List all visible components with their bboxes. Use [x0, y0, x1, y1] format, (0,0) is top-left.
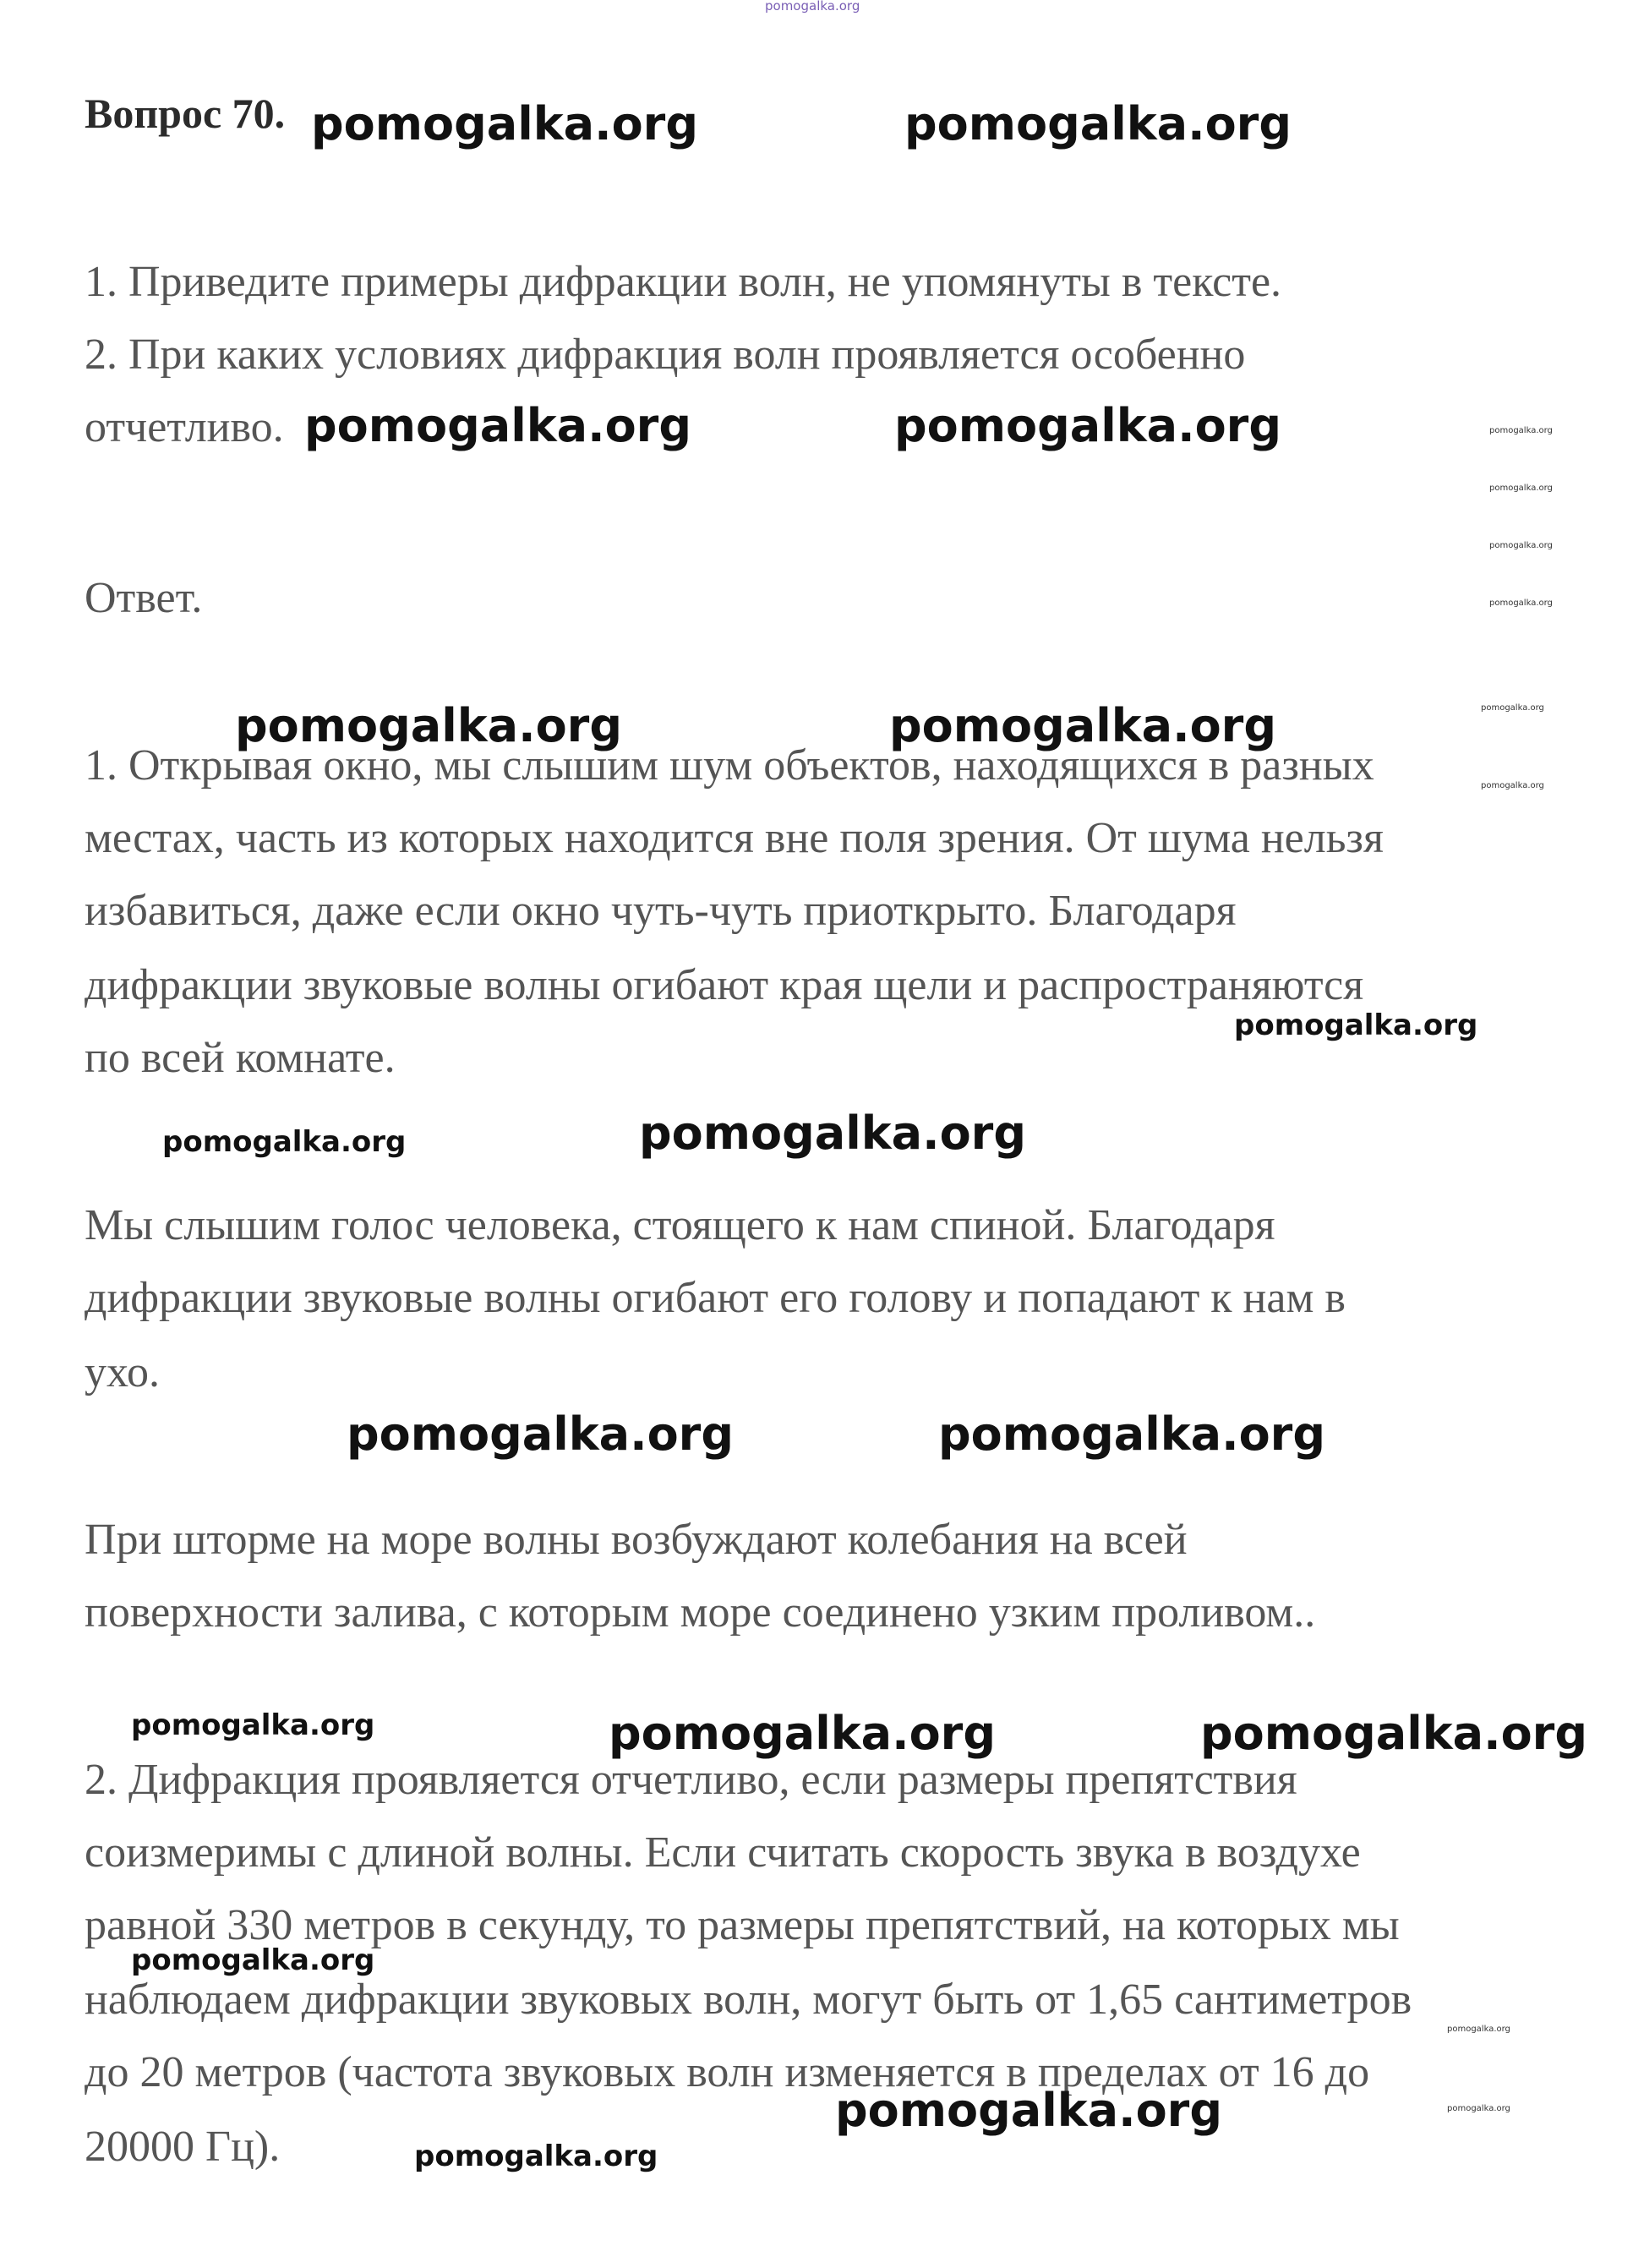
watermark: pomogalka.org: [1489, 598, 1553, 608]
page-title: Вопрос 70.: [85, 90, 286, 137]
answer-line: соизмеримы с длиной волны. Если считать скорость звука в воздухе: [85, 1828, 1361, 1877]
watermark: pomogalka.org: [1481, 703, 1544, 713]
answer-line: до 20 метров (частота звуковых волн изменяется в пределах от 16 до: [85, 2048, 1370, 2096]
answer-line: наблюдаем дифракции звуковых волн, могут быть от 1,65 сантиметров: [85, 1976, 1412, 2024]
watermark: pomogalka.org: [304, 399, 691, 452]
watermark: pomogalka.org: [131, 1943, 375, 1977]
watermark: pomogalka.org: [1200, 1707, 1587, 1760]
answer-line: При шторме на море волны возбуждают колебания на всей: [85, 1516, 1188, 1564]
watermark: pomogalka.org: [938, 1407, 1325, 1461]
answer-line: дифракции звуковые волны огибают края щели и распространяются: [85, 961, 1364, 1009]
watermark-top: pomogalka.org: [765, 0, 860, 14]
answer-line: по всей комнате.: [85, 1034, 396, 1082]
watermark: pomogalka.org: [1489, 541, 1553, 550]
watermark: pomogalka.org: [1447, 2025, 1510, 2034]
answer-line: местах, часть из которых находится вне поля зрения. От шума нельзя: [85, 814, 1384, 862]
watermark: pomogalka.org: [235, 699, 622, 752]
question-line: отчетливо.: [85, 403, 284, 451]
watermark: pomogalka.org: [904, 97, 1292, 150]
answer-line: 20000 Гц).: [85, 2123, 281, 2171]
watermark: pomogalka.org: [1489, 426, 1553, 435]
watermark: pomogalka.org: [1481, 781, 1544, 790]
answer-line: равной 330 метров в секунду, то размеры препятствий, на которых мы: [85, 1901, 1400, 1949]
watermark: pomogalka.org: [1447, 2104, 1510, 2113]
watermark: pomogalka.org: [894, 399, 1281, 452]
watermark: pomogalka.org: [131, 1708, 375, 1742]
watermark: pomogalka.org: [1489, 484, 1553, 493]
answer-heading: Ответ.: [85, 574, 203, 622]
answer-line: Мы слышим голос человека, стоящего к нам спиной. Благодаря: [85, 1201, 1275, 1249]
watermark: pomogalka.org: [414, 2140, 658, 2173]
answer-line: 2. Дифракция проявляется отчетливо, если размеры препятствия: [85, 1756, 1297, 1804]
watermark: pomogalka.org: [347, 1407, 734, 1461]
watermark: pomogalka.org: [1234, 1008, 1478, 1042]
answer-line: 1. Открывая окно, мы слышим шум объектов, находящихся в разных: [85, 741, 1374, 790]
watermark: pomogalka.org: [609, 1707, 996, 1760]
watermark: pomogalka.org: [835, 2084, 1222, 2137]
watermark: pomogalka.org: [311, 97, 698, 150]
answer-line: дифракции звуковые волны огибают его голову и попадают к нам в: [85, 1274, 1346, 1322]
watermark: pomogalka.org: [162, 1125, 407, 1159]
answer-line: ухо.: [85, 1348, 161, 1396]
answer-line: поверхности залива, с которым море соединено узким проливом..: [85, 1588, 1316, 1637]
question-line: 2. При каких условиях дифракция волн проявляется особенно: [85, 331, 1246, 379]
watermark: pomogalka.org: [639, 1107, 1026, 1160]
question-line: 1. Приведите примеры дифракции волн, не упомянуты в тексте.: [85, 258, 1282, 306]
watermark: pomogalka.org: [889, 699, 1276, 752]
answer-line: избавиться, даже если окно чуть-чуть приоткрыто. Благодаря: [85, 887, 1237, 935]
